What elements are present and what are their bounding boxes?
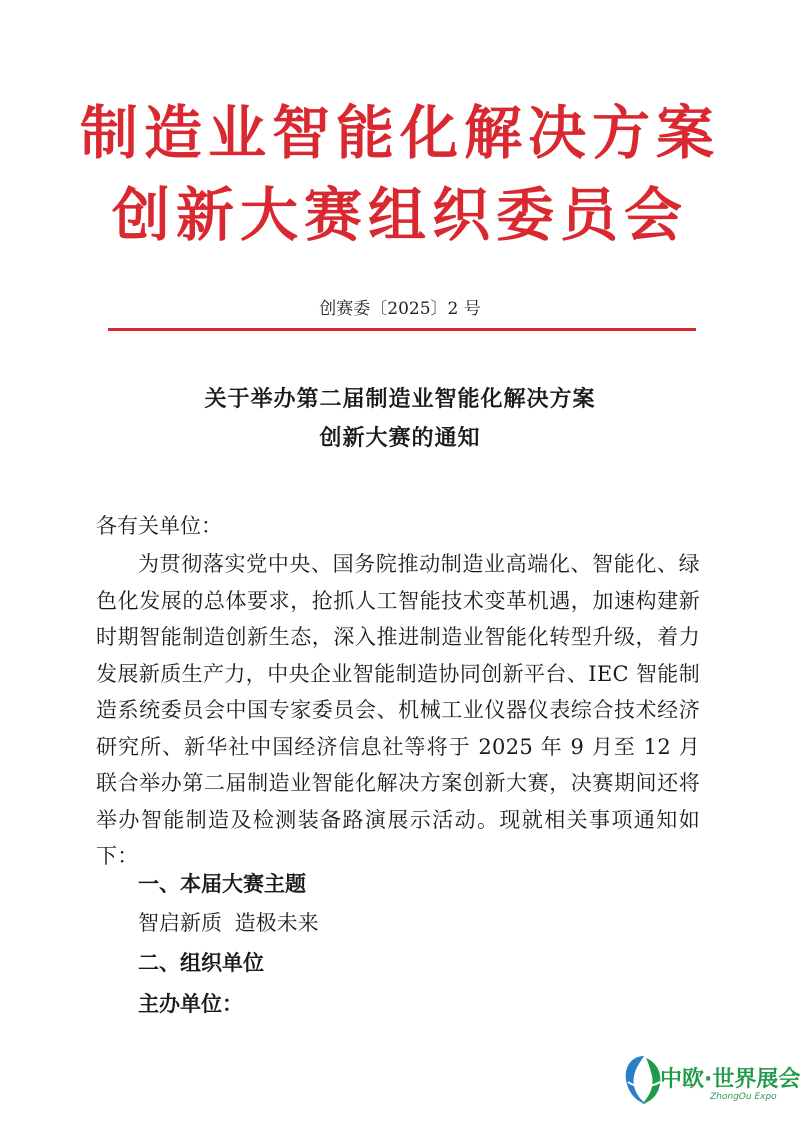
section-heading-theme: 一、本届大赛主题 — [138, 871, 306, 896]
section-heading-organizers: 二、组织单位 — [138, 950, 264, 975]
notice-title-line-2: 创新大赛的通知 — [319, 425, 481, 451]
watermark-text: 中欧·世界展会 — [660, 1067, 800, 1092]
organization-title-line-1: 制造业智能化解决方案 — [79, 99, 720, 167]
watermark-logo — [622, 1048, 800, 1118]
watermark-subtext: ZhongOu Expo — [710, 1092, 777, 1102]
theme-text: 智启新质 造极未来 — [138, 911, 319, 935]
document-number: 创赛委〔2025〕2 号 — [319, 299, 481, 319]
salutation: 各有关单位： — [96, 514, 222, 538]
red-divider-line — [108, 328, 696, 331]
organization-title-line-2: 创新大赛组织委员会 — [111, 181, 688, 249]
body-paragraph: 为贯彻落实党中央、国务院推动制造业高端化、智能化、绿色化发展的总体要求，抢抓人工智能技术变革机遇，加速构建新时期智能制造创新生态，深入推进制造业智能化转型升级，着力发展新质生产力，中央企业智能制造协同创新平台、IEC 智能制造系统委员会中国专家委员会、机械工业仪器仪表综合技术经济研究所、新华社中国经济信息社等将于 2025 年 9 月至 12 月联合举办第二届制造业智能化解决方案创新大赛，决赛期间还将举办智能制造及检测装备路演展示活动。现就相关事项通知如下： — [96, 552, 700, 868]
sub-heading-host: 主办单位： — [138, 991, 243, 1016]
notice-title-line-1: 关于举办第二届制造业智能化解决方案 — [204, 386, 596, 412]
